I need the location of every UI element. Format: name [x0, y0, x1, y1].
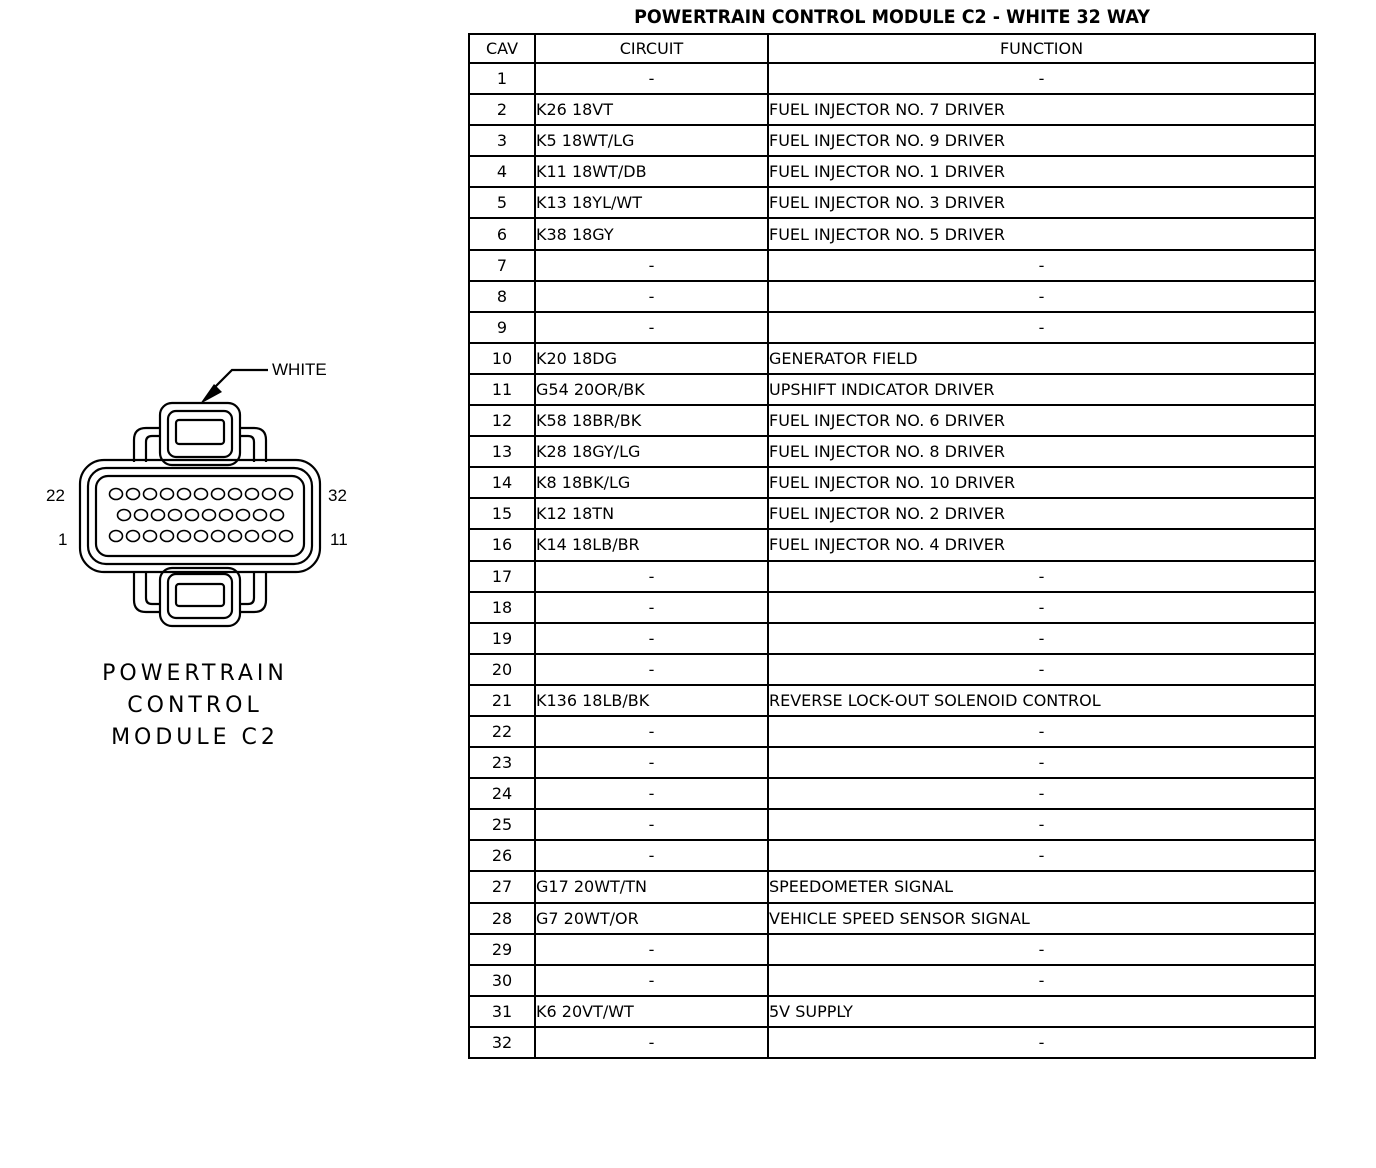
function-cell: SPEEDOMETER SIGNAL: [768, 871, 1315, 902]
pin-cavity: [263, 489, 276, 500]
circuit-cell: K11 18WT/DB: [535, 156, 768, 187]
table-row: [469, 1027, 1315, 1058]
table-title: POWERTRAIN CONTROL MODULE C2 - WHITE 32 WAY: [634, 6, 1150, 28]
pin-cavity: [212, 531, 225, 542]
pin-cavity: [110, 489, 123, 500]
circuit-cell: -: [535, 716, 768, 747]
function-cell: UPSHIFT INDICATOR DRIVER: [768, 374, 1315, 405]
pin-cavity: [169, 510, 182, 521]
function-cell: REVERSE LOCK-OUT SOLENOID CONTROL: [768, 685, 1315, 716]
circuit-cell: G54 20OR/BK: [535, 374, 768, 405]
pin-label-top-left: 22: [46, 486, 65, 505]
pin-cavity: [229, 489, 242, 500]
table-row: [469, 903, 1315, 934]
cav-cell: 10: [469, 343, 535, 374]
cav-cell: 5: [469, 187, 535, 218]
pin-cavity: [178, 489, 191, 500]
cav-cell: 1: [469, 63, 535, 94]
pin-cavity: [178, 531, 191, 542]
circuit-cell: K13 18YL/WT: [535, 187, 768, 218]
circuit-cell: K28 18GY/LG: [535, 436, 768, 467]
function-cell: -: [768, 840, 1315, 871]
function-cell: FUEL INJECTOR NO. 8 DRIVER: [768, 436, 1315, 467]
pinout-table: [468, 33, 1316, 1059]
cav-cell: 4: [469, 156, 535, 187]
table-row: [469, 965, 1315, 996]
table-header-row: [469, 34, 1315, 63]
circuit-cell: -: [535, 965, 768, 996]
cav-cell: 7: [469, 250, 535, 281]
function-cell: -: [768, 312, 1315, 343]
pin-cavity: [152, 510, 165, 521]
cav-cell: 3: [469, 125, 535, 156]
cav-cell: 16: [469, 529, 535, 560]
pin-cavity: [144, 489, 157, 500]
pin-cavity: [118, 510, 131, 521]
function-cell: -: [768, 747, 1315, 778]
table-row: [469, 281, 1315, 312]
pin-cavity: [229, 531, 242, 542]
function-cell: -: [768, 250, 1315, 281]
circuit-cell: K38 18GY: [535, 218, 768, 249]
circuit-cell: -: [535, 63, 768, 94]
function-cell: -: [768, 623, 1315, 654]
pin-cavity: [161, 531, 174, 542]
pin-cavity: [195, 531, 208, 542]
function-cell: -: [768, 809, 1315, 840]
function-cell: -: [768, 63, 1315, 94]
function-cell: 5V SUPPLY: [768, 996, 1315, 1027]
white-callout-label: WHITE: [272, 360, 327, 379]
circuit-cell: K20 18DG: [535, 343, 768, 374]
function-cell: FUEL INJECTOR NO. 10 DRIVER: [768, 467, 1315, 498]
circuit-cell: K26 18VT: [535, 94, 768, 125]
pin-cavity: [144, 531, 157, 542]
cav-cell: 6: [469, 218, 535, 249]
circuit-cell: -: [535, 1027, 768, 1058]
cav-cell: 12: [469, 405, 535, 436]
cav-cell: 24: [469, 778, 535, 809]
table-row: [469, 405, 1315, 436]
table-row: [469, 561, 1315, 592]
circuit-cell: -: [535, 809, 768, 840]
cav-cell: 21: [469, 685, 535, 716]
header-function: FUNCTION: [768, 34, 1315, 63]
cav-cell: 8: [469, 281, 535, 312]
table-row: [469, 592, 1315, 623]
function-cell: -: [768, 716, 1315, 747]
cav-cell: 9: [469, 312, 535, 343]
cav-cell: 29: [469, 934, 535, 965]
table-row: [469, 809, 1315, 840]
table-row: [469, 623, 1315, 654]
function-cell: -: [768, 592, 1315, 623]
table-row: [469, 312, 1315, 343]
table-row: [469, 778, 1315, 809]
pin-cavity: [161, 489, 174, 500]
table-row: [469, 685, 1315, 716]
cav-cell: 13: [469, 436, 535, 467]
function-cell: -: [768, 778, 1315, 809]
table-row: [469, 996, 1315, 1027]
table-row: [469, 654, 1315, 685]
function-cell: -: [768, 654, 1315, 685]
circuit-cell: -: [535, 623, 768, 654]
header-circuit: CIRCUIT: [535, 34, 768, 63]
pin-label-top-right: 32: [328, 486, 347, 505]
table-row: [469, 871, 1315, 902]
circuit-cell: K12 18TN: [535, 498, 768, 529]
pin-cavity: [186, 510, 199, 521]
function-cell: -: [768, 1027, 1315, 1058]
function-cell: -: [768, 561, 1315, 592]
function-cell: -: [768, 934, 1315, 965]
circuit-cell: K136 18LB/BK: [535, 685, 768, 716]
circuit-cell: -: [535, 654, 768, 685]
pin-cavity: [246, 489, 259, 500]
function-cell: FUEL INJECTOR NO. 2 DRIVER: [768, 498, 1315, 529]
function-cell: FUEL INJECTOR NO. 6 DRIVER: [768, 405, 1315, 436]
cav-cell: 28: [469, 903, 535, 934]
pin-label-bottom-left: 1: [58, 530, 68, 549]
caption-line-3: MODULE C2: [111, 725, 279, 750]
header-cav: CAV: [469, 34, 535, 63]
connector-diagram: [0, 0, 440, 800]
table-row: [469, 187, 1315, 218]
cav-cell: 26: [469, 840, 535, 871]
circuit-cell: -: [535, 561, 768, 592]
table-row: [469, 716, 1315, 747]
table-row: [469, 156, 1315, 187]
table-row: [469, 250, 1315, 281]
function-cell: FUEL INJECTOR NO. 3 DRIVER: [768, 187, 1315, 218]
cav-cell: 2: [469, 94, 535, 125]
table-row: [469, 498, 1315, 529]
cav-cell: 19: [469, 623, 535, 654]
circuit-cell: G7 20WT/OR: [535, 903, 768, 934]
pin-cavity: [220, 510, 233, 521]
cav-cell: 11: [469, 374, 535, 405]
function-cell: GENERATOR FIELD: [768, 343, 1315, 374]
function-cell: FUEL INJECTOR NO. 7 DRIVER: [768, 94, 1315, 125]
pin-label-bottom-right: 11: [330, 530, 348, 549]
pin-cavity: [280, 531, 293, 542]
circuit-cell: K14 18LB/BR: [535, 529, 768, 560]
pin-cavity: [127, 489, 140, 500]
cav-cell: 15: [469, 498, 535, 529]
table-row: [469, 218, 1315, 249]
pin-cavity: [127, 531, 140, 542]
caption-line-2: CONTROL: [127, 693, 263, 718]
table-row: [469, 840, 1315, 871]
cav-cell: 27: [469, 871, 535, 902]
circuit-cell: -: [535, 840, 768, 871]
cav-cell: 31: [469, 996, 535, 1027]
caption-line-1: POWERTRAIN: [102, 661, 288, 686]
cav-cell: 30: [469, 965, 535, 996]
cav-cell: 22: [469, 716, 535, 747]
function-cell: FUEL INJECTOR NO. 1 DRIVER: [768, 156, 1315, 187]
pin-cavity: [203, 510, 216, 521]
function-cell: VEHICLE SPEED SENSOR SIGNAL: [768, 903, 1315, 934]
circuit-cell: -: [535, 934, 768, 965]
pin-cavity: [254, 510, 267, 521]
function-cell: FUEL INJECTOR NO. 5 DRIVER: [768, 218, 1315, 249]
pin-cavity: [280, 489, 293, 500]
pin-cavity: [212, 489, 225, 500]
table-row: [469, 529, 1315, 560]
table-row: [469, 747, 1315, 778]
table-row: [469, 94, 1315, 125]
table-row: [469, 436, 1315, 467]
cav-cell: 14: [469, 467, 535, 498]
function-cell: -: [768, 965, 1315, 996]
pin-cavity: [195, 489, 208, 500]
circuit-cell: -: [535, 281, 768, 312]
function-cell: FUEL INJECTOR NO. 4 DRIVER: [768, 529, 1315, 560]
cav-cell: 32: [469, 1027, 535, 1058]
cav-cell: 20: [469, 654, 535, 685]
circuit-cell: K8 18BK/LG: [535, 467, 768, 498]
connector-caption: [60, 658, 330, 754]
function-cell: -: [768, 281, 1315, 312]
circuit-cell: G17 20WT/TN: [535, 871, 768, 902]
circuit-cell: -: [535, 747, 768, 778]
circuit-cell: K6 20VT/WT: [535, 996, 768, 1027]
cav-cell: 17: [469, 561, 535, 592]
table-row: [469, 63, 1315, 94]
pin-cavity: [135, 510, 148, 521]
table-row: [469, 125, 1315, 156]
circuit-cell: K5 18WT/LG: [535, 125, 768, 156]
table-row: [469, 343, 1315, 374]
pin-cavity: [237, 510, 250, 521]
circuit-cell: -: [535, 592, 768, 623]
circuit-cell: -: [535, 312, 768, 343]
cav-cell: 25: [469, 809, 535, 840]
pin-cavity: [110, 531, 123, 542]
function-cell: FUEL INJECTOR NO. 9 DRIVER: [768, 125, 1315, 156]
table-row: [469, 374, 1315, 405]
table-row: [469, 467, 1315, 498]
circuit-cell: K58 18BR/BK: [535, 405, 768, 436]
pin-cavity: [271, 510, 284, 521]
pin-cavity: [246, 531, 259, 542]
pin-cavity: [263, 531, 276, 542]
circuit-cell: -: [535, 250, 768, 281]
cav-cell: 18: [469, 592, 535, 623]
table-row: [469, 934, 1315, 965]
cav-cell: 23: [469, 747, 535, 778]
circuit-cell: -: [535, 778, 768, 809]
